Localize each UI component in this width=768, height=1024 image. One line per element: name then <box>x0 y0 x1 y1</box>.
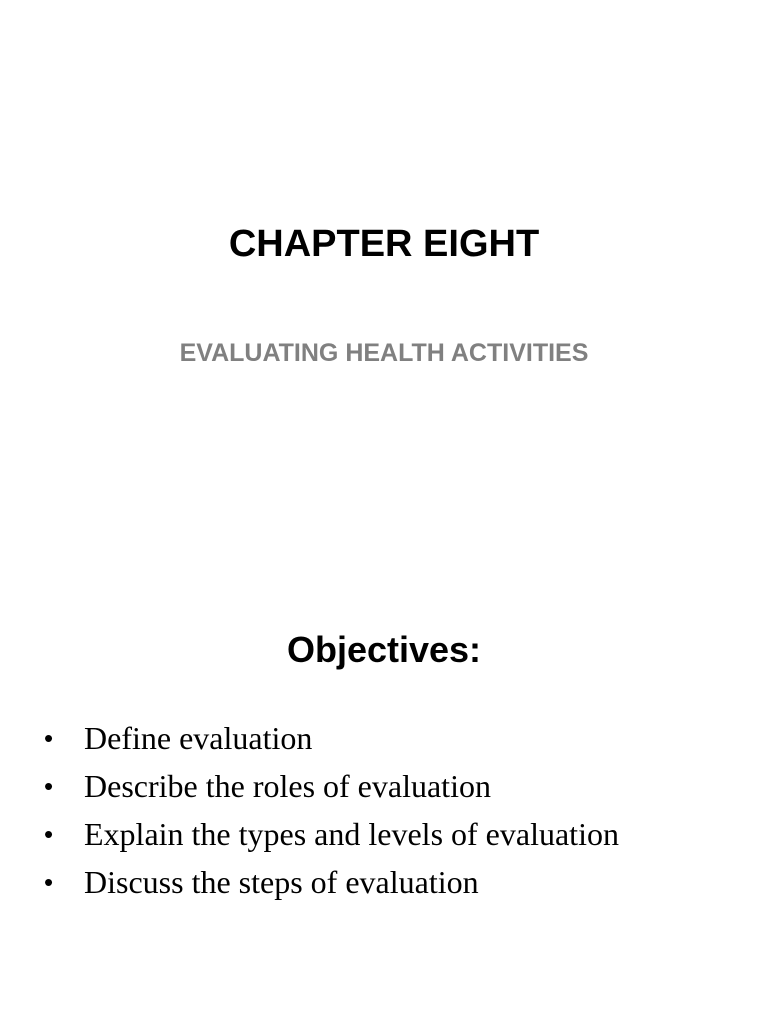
bullet-icon: • <box>44 771 54 801</box>
objectives-list <box>44 714 619 906</box>
objective-text: Explain the types and levels of evaluation <box>84 816 619 852</box>
objective-item <box>44 762 619 810</box>
chapter-subtitle: EVALUATING HEALTH ACTIVITIES <box>179 339 589 367</box>
objective-item <box>44 810 619 858</box>
bullet-icon: • <box>44 723 54 753</box>
objectives-slide <box>0 512 768 1024</box>
objective-text: Define evaluation <box>84 720 313 756</box>
objective-text: Discuss the steps of evaluation <box>84 864 479 900</box>
objectives-heading: Objectives: <box>286 629 482 670</box>
chapter-title: CHAPTER EIGHT <box>228 223 540 265</box>
bullet-icon: • <box>44 819 54 849</box>
bullet-icon: • <box>44 867 54 897</box>
objective-text: Describe the roles of evaluation <box>84 768 491 804</box>
objective-item <box>44 858 619 906</box>
objective-item <box>44 714 619 762</box>
